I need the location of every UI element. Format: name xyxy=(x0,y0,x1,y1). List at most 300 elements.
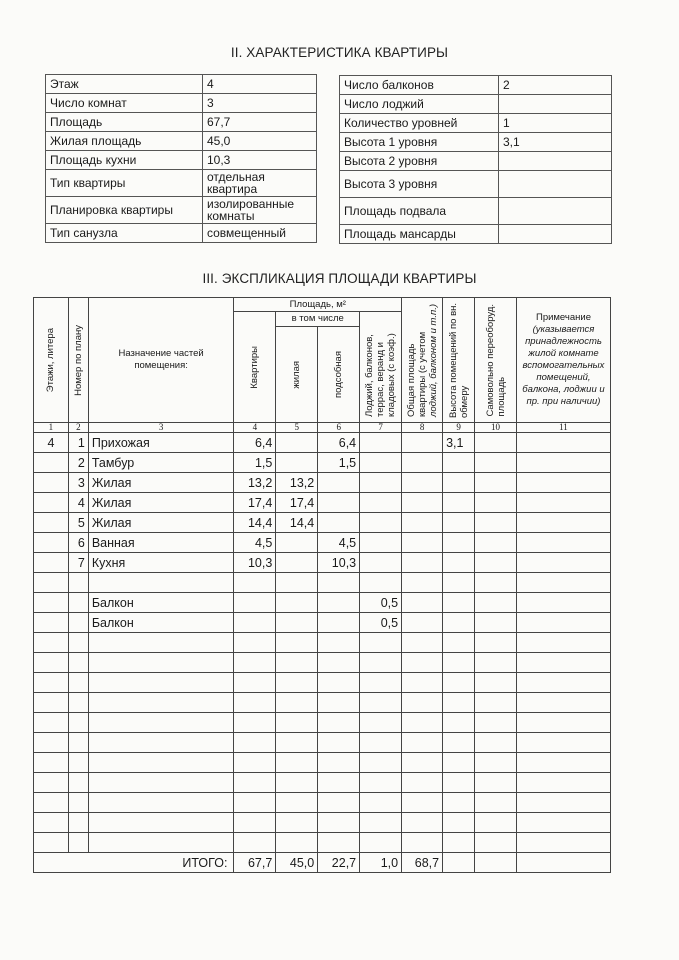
cell-auxiliary: 4,5 xyxy=(318,533,360,553)
cell-height xyxy=(443,753,475,773)
cell-note xyxy=(516,513,610,533)
char-label: Количество уровней xyxy=(340,114,499,133)
cell-purpose xyxy=(88,673,234,693)
cell-height xyxy=(443,633,475,653)
cell-apartment: 13,2 xyxy=(234,473,276,493)
cell-floor xyxy=(34,773,69,793)
char-value: 10,3 xyxy=(203,151,317,170)
explication-table xyxy=(33,297,611,873)
char-label: Жилая площадь xyxy=(46,132,203,151)
cell-auxiliary xyxy=(318,473,360,493)
cell-note xyxy=(516,613,610,633)
table-row xyxy=(34,713,611,733)
cell-height xyxy=(443,773,475,793)
cell-self-remodeled xyxy=(475,793,517,813)
cell-loggias xyxy=(360,773,402,793)
cell-living xyxy=(276,453,318,473)
cell-self-remodeled xyxy=(475,473,517,493)
cell-loggias xyxy=(360,833,402,853)
cell-self-remodeled xyxy=(475,673,517,693)
char-value: отдельная квартира xyxy=(203,170,317,197)
cell-loggias: 0,5 xyxy=(360,613,402,633)
cell-floor xyxy=(34,793,69,813)
total-auxiliary: 22,7 xyxy=(318,853,360,873)
cell-note xyxy=(516,773,610,793)
cell-note xyxy=(516,833,610,853)
cell-total-area xyxy=(402,693,443,713)
char-row xyxy=(340,95,612,114)
table-row xyxy=(34,513,611,533)
cell-total-area xyxy=(402,713,443,733)
cell-height xyxy=(443,713,475,733)
column-number: 10 xyxy=(475,423,517,433)
cell-total-area xyxy=(402,493,443,513)
cell-apartment xyxy=(234,693,276,713)
cell-apartment xyxy=(234,833,276,853)
column-number: 6 xyxy=(318,423,360,433)
char-value: 45,0 xyxy=(203,132,317,151)
cell-loggias xyxy=(360,533,402,553)
char-label: Планировка квартиры xyxy=(46,197,203,224)
char-row xyxy=(340,133,612,152)
cell-purpose xyxy=(88,713,234,733)
char-value: 2 xyxy=(499,76,612,95)
table-row xyxy=(34,753,611,773)
cell-purpose xyxy=(88,573,234,593)
cell-purpose xyxy=(88,833,234,853)
cell-plan-no xyxy=(68,573,88,593)
cell-apartment: 4,5 xyxy=(234,533,276,553)
cell-floor xyxy=(34,633,69,653)
cell-purpose: Балкон xyxy=(88,613,234,633)
cell-note xyxy=(516,713,610,733)
cell-living xyxy=(276,533,318,553)
cell-note xyxy=(516,473,610,493)
cell-note xyxy=(516,433,610,453)
cell-apartment xyxy=(234,793,276,813)
cell-apartment: 10,3 xyxy=(234,553,276,573)
cell-living xyxy=(276,573,318,593)
cell-floor xyxy=(34,613,69,633)
cell-total-area xyxy=(402,433,443,453)
table-row xyxy=(34,593,611,613)
table-row xyxy=(34,633,611,653)
cell-self-remodeled xyxy=(475,733,517,753)
cell-auxiliary xyxy=(318,653,360,673)
cell-total-area xyxy=(402,753,443,773)
cell-floor xyxy=(34,693,69,713)
cell-note xyxy=(516,553,610,573)
cell-plan-no xyxy=(68,673,88,693)
table-row xyxy=(34,673,611,693)
char-value xyxy=(499,152,612,171)
cell-floor xyxy=(34,473,69,493)
cell-height xyxy=(443,493,475,513)
char-value: 3,1 xyxy=(499,133,612,152)
cell-note xyxy=(516,753,610,773)
section-2-title: II. ХАРАКТЕРИСТИКА КВАРТИРЫ xyxy=(230,45,449,60)
char-row xyxy=(46,197,317,224)
cell-auxiliary xyxy=(318,633,360,653)
cell-total-area xyxy=(402,593,443,613)
cell-auxiliary xyxy=(318,773,360,793)
cell-loggias: 0,5 xyxy=(360,593,402,613)
cell-total-area xyxy=(402,733,443,753)
cell-living xyxy=(276,693,318,713)
cell-living xyxy=(276,833,318,853)
cell-note xyxy=(516,493,610,513)
table-row xyxy=(34,613,611,633)
cell-plan-no: 6 xyxy=(68,533,88,553)
table-row xyxy=(34,693,611,713)
cell-plan-no xyxy=(68,833,88,853)
cell-loggias xyxy=(360,673,402,693)
cell-height xyxy=(443,453,475,473)
cell-apartment: 14,4 xyxy=(234,513,276,533)
cell-self-remodeled xyxy=(475,813,517,833)
cell-note xyxy=(516,813,610,833)
cell-apartment: 1,5 xyxy=(234,453,276,473)
cell-plan-no xyxy=(68,593,88,613)
cell-total-area xyxy=(402,773,443,793)
column-number: 2 xyxy=(68,423,88,433)
char-value xyxy=(499,225,612,244)
cell-total-area xyxy=(402,573,443,593)
cell-auxiliary xyxy=(318,493,360,513)
characteristics-table-right xyxy=(339,75,612,244)
cell-floor xyxy=(34,713,69,733)
cell-note xyxy=(516,733,610,753)
cell-total-area xyxy=(402,833,443,853)
totals-row xyxy=(34,853,611,873)
total-height xyxy=(443,853,475,873)
cell-auxiliary xyxy=(318,813,360,833)
cell-height xyxy=(443,553,475,573)
table-row xyxy=(34,813,611,833)
cell-apartment xyxy=(234,713,276,733)
char-row xyxy=(46,132,317,151)
header-total-area: Общая площадь квартиры (с учетом лоджий, балконом и т.п.) xyxy=(402,298,443,423)
cell-plan-no: 4 xyxy=(68,493,88,513)
cell-living xyxy=(276,773,318,793)
cell-purpose: Ванная xyxy=(88,533,234,553)
cell-purpose xyxy=(88,733,234,753)
table-row xyxy=(34,433,611,453)
cell-total-area xyxy=(402,453,443,473)
cell-self-remodeled xyxy=(475,553,517,573)
cell-height xyxy=(443,833,475,853)
explication-rows xyxy=(34,433,611,853)
cell-auxiliary xyxy=(318,713,360,733)
table-row xyxy=(34,453,611,473)
cell-self-remodeled xyxy=(475,533,517,553)
char-row xyxy=(46,113,317,132)
header-note: Примечание (указывается принадлежность жилой комнате вспомогательных помещений, балкона, лоджии и пр. при наличии) xyxy=(516,298,610,423)
char-label: Высота 3 уровня xyxy=(340,171,499,198)
table-row xyxy=(34,473,611,493)
table-row xyxy=(34,533,611,553)
cell-apartment xyxy=(234,593,276,613)
cell-plan-no: 5 xyxy=(68,513,88,533)
column-number: 3 xyxy=(88,423,234,433)
cell-loggias xyxy=(360,813,402,833)
cell-height xyxy=(443,813,475,833)
column-number: 4 xyxy=(234,423,276,433)
cell-note xyxy=(516,633,610,653)
cell-floor: 4 xyxy=(34,433,69,453)
char-row xyxy=(46,170,317,197)
cell-height xyxy=(443,793,475,813)
cell-plan-no xyxy=(68,713,88,733)
cell-floor xyxy=(34,833,69,853)
header-self-remodeled: Самовольно переоборуд. площадь xyxy=(475,298,517,423)
cell-height xyxy=(443,593,475,613)
table-row xyxy=(34,833,611,853)
cell-height xyxy=(443,573,475,593)
total-self-remodeled xyxy=(475,853,517,873)
cell-self-remodeled xyxy=(475,773,517,793)
cell-floor xyxy=(34,533,69,553)
char-value xyxy=(499,198,612,225)
char-label: Этаж xyxy=(46,75,203,94)
cell-total-area xyxy=(402,673,443,693)
cell-note xyxy=(516,453,610,473)
cell-loggias xyxy=(360,693,402,713)
cell-floor xyxy=(34,493,69,513)
cell-note xyxy=(516,653,610,673)
char-value: 3 xyxy=(203,94,317,113)
cell-living: 14,4 xyxy=(276,513,318,533)
cell-auxiliary xyxy=(318,613,360,633)
cell-note xyxy=(516,693,610,713)
cell-plan-no: 2 xyxy=(68,453,88,473)
cell-plan-no xyxy=(68,813,88,833)
header-apartment: Квартиры xyxy=(234,312,276,423)
cell-apartment xyxy=(234,773,276,793)
cell-self-remodeled xyxy=(475,573,517,593)
header-height: Высота помещений по вн. обмеру xyxy=(443,298,475,423)
totals-label: ИТОГО: xyxy=(34,853,234,873)
cell-purpose xyxy=(88,693,234,713)
cell-floor xyxy=(34,453,69,473)
cell-height xyxy=(443,473,475,493)
cell-total-area xyxy=(402,473,443,493)
cell-note xyxy=(516,573,610,593)
cell-living xyxy=(276,713,318,733)
cell-apartment xyxy=(234,573,276,593)
table-row xyxy=(34,653,611,673)
cell-auxiliary: 1,5 xyxy=(318,453,360,473)
cell-auxiliary xyxy=(318,733,360,753)
column-number: 8 xyxy=(402,423,443,433)
cell-self-remodeled xyxy=(475,693,517,713)
cell-plan-no xyxy=(68,793,88,813)
cell-auxiliary: 6,4 xyxy=(318,433,360,453)
cell-loggias xyxy=(360,633,402,653)
cell-self-remodeled xyxy=(475,613,517,633)
table-row xyxy=(34,773,611,793)
cell-living: 17,4 xyxy=(276,493,318,513)
cell-living: 13,2 xyxy=(276,473,318,493)
cell-auxiliary xyxy=(318,793,360,813)
char-row xyxy=(340,171,612,198)
cell-note xyxy=(516,793,610,813)
cell-loggias xyxy=(360,753,402,773)
cell-apartment xyxy=(234,753,276,773)
header-plan-no: Номер по плану xyxy=(68,298,88,423)
table-row xyxy=(34,573,611,593)
cell-living xyxy=(276,553,318,573)
total-area: 68,7 xyxy=(402,853,443,873)
cell-purpose: Кухня xyxy=(88,553,234,573)
table-row xyxy=(34,733,611,753)
cell-self-remodeled xyxy=(475,513,517,533)
cell-loggias xyxy=(360,793,402,813)
cell-self-remodeled xyxy=(475,753,517,773)
cell-loggias xyxy=(360,733,402,753)
cell-self-remodeled xyxy=(475,433,517,453)
cell-living xyxy=(276,633,318,653)
total-note xyxy=(516,853,610,873)
table-row xyxy=(34,493,611,513)
total-apartment: 67,7 xyxy=(234,853,276,873)
cell-plan-no xyxy=(68,753,88,773)
cell-apartment xyxy=(234,633,276,653)
cell-loggias xyxy=(360,713,402,733)
total-loggias: 1,0 xyxy=(360,853,402,873)
cell-apartment: 17,4 xyxy=(234,493,276,513)
cell-apartment xyxy=(234,653,276,673)
cell-height xyxy=(443,613,475,633)
cell-loggias xyxy=(360,433,402,453)
cell-plan-no xyxy=(68,693,88,713)
cell-purpose: Балкон xyxy=(88,593,234,613)
cell-total-area xyxy=(402,653,443,673)
cell-height xyxy=(443,673,475,693)
cell-living xyxy=(276,433,318,453)
cell-auxiliary xyxy=(318,573,360,593)
column-number: 11 xyxy=(516,423,610,433)
cell-height xyxy=(443,653,475,673)
header-purpose: Назначение частей помещения: xyxy=(88,298,234,423)
cell-note xyxy=(516,533,610,553)
column-number-row xyxy=(34,423,611,433)
cell-self-remodeled xyxy=(475,453,517,473)
cell-loggias xyxy=(360,513,402,533)
cell-purpose: Тамбур xyxy=(88,453,234,473)
cell-living xyxy=(276,653,318,673)
header-area: Площадь, м² xyxy=(234,298,402,312)
column-number: 7 xyxy=(360,423,402,433)
char-label: Площадь подвала xyxy=(340,198,499,225)
cell-self-remodeled xyxy=(475,653,517,673)
cell-total-area xyxy=(402,813,443,833)
char-value xyxy=(499,95,612,114)
cell-height xyxy=(443,533,475,553)
cell-purpose xyxy=(88,653,234,673)
cell-floor xyxy=(34,733,69,753)
cell-auxiliary: 10,3 xyxy=(318,553,360,573)
cell-loggias xyxy=(360,493,402,513)
cell-living xyxy=(276,613,318,633)
cell-living xyxy=(276,813,318,833)
cell-self-remodeled xyxy=(475,833,517,853)
char-value: 1 xyxy=(499,114,612,133)
cell-purpose xyxy=(88,813,234,833)
cell-plan-no xyxy=(68,773,88,793)
char-row xyxy=(340,225,612,244)
cell-floor xyxy=(34,593,69,613)
cell-plan-no: 1 xyxy=(68,433,88,453)
cell-apartment xyxy=(234,733,276,753)
column-number: 5 xyxy=(276,423,318,433)
cell-apartment xyxy=(234,813,276,833)
cell-height xyxy=(443,513,475,533)
cell-auxiliary xyxy=(318,693,360,713)
cell-loggias xyxy=(360,473,402,493)
table-row xyxy=(34,553,611,573)
cell-plan-no: 7 xyxy=(68,553,88,573)
cell-loggias xyxy=(360,453,402,473)
char-label: Высота 1 уровня xyxy=(340,133,499,152)
cell-plan-no xyxy=(68,653,88,673)
char-row xyxy=(340,114,612,133)
char-value: 67,7 xyxy=(203,113,317,132)
cell-floor xyxy=(34,553,69,573)
char-label: Тип санузла xyxy=(46,224,203,243)
cell-floor xyxy=(34,653,69,673)
cell-apartment xyxy=(234,613,276,633)
header-including: в том числе xyxy=(276,312,360,327)
cell-purpose xyxy=(88,753,234,773)
cell-total-area xyxy=(402,613,443,633)
char-row xyxy=(340,152,612,171)
cell-total-area xyxy=(402,533,443,553)
header-auxiliary: подсобная xyxy=(318,327,360,423)
cell-total-area xyxy=(402,793,443,813)
char-row xyxy=(46,224,317,243)
cell-purpose xyxy=(88,633,234,653)
cell-auxiliary xyxy=(318,593,360,613)
char-label: Тип квартиры xyxy=(46,170,203,197)
column-number: 9 xyxy=(443,423,475,433)
cell-purpose: Жилая xyxy=(88,513,234,533)
cell-self-remodeled xyxy=(475,493,517,513)
total-living: 45,0 xyxy=(276,853,318,873)
cell-height xyxy=(443,733,475,753)
char-value: 4 xyxy=(203,75,317,94)
header-row xyxy=(34,298,611,312)
table-row xyxy=(34,793,611,813)
char-label: Число балконов xyxy=(340,76,499,95)
header-living: жилая xyxy=(276,327,318,423)
cell-total-area xyxy=(402,633,443,653)
header-floor: Этажи, литера xyxy=(34,298,69,423)
char-value: совмещенный xyxy=(203,224,317,243)
cell-purpose: Жилая xyxy=(88,473,234,493)
cell-living xyxy=(276,593,318,613)
char-label: Высота 2 уровня xyxy=(340,152,499,171)
cell-purpose xyxy=(88,793,234,813)
char-label: Площадь мансарды xyxy=(340,225,499,244)
char-label: Площадь кухни xyxy=(46,151,203,170)
cell-plan-no: 3 xyxy=(68,473,88,493)
cell-note xyxy=(516,673,610,693)
cell-living xyxy=(276,793,318,813)
cell-purpose: Жилая xyxy=(88,493,234,513)
cell-auxiliary xyxy=(318,833,360,853)
cell-self-remodeled xyxy=(475,593,517,613)
